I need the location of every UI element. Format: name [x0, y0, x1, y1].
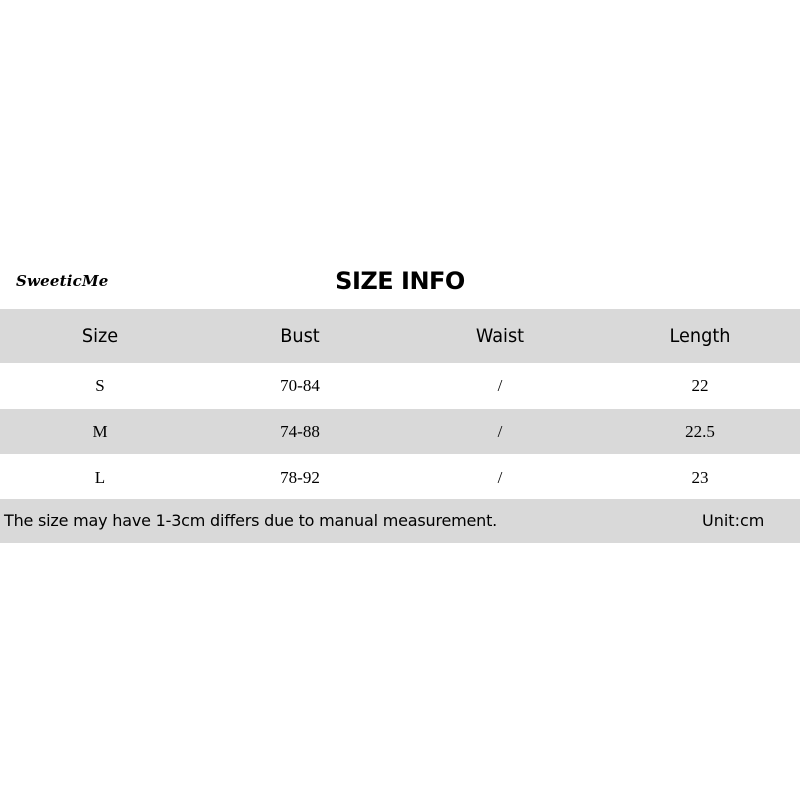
table-row: [0, 363, 800, 408]
cell-bust: 70-84: [280, 375, 320, 395]
cell-length: 22.5: [685, 421, 715, 441]
header-size: Size: [81, 325, 119, 347]
cell-bust: 74-88: [280, 421, 320, 441]
page-title: SIZE INFO: [335, 267, 465, 295]
size-table: [0, 309, 800, 500]
cell-bust: 78-92: [280, 467, 320, 487]
header-waist: Waist: [475, 325, 525, 347]
cell-size: S: [95, 375, 105, 395]
cell-length: 23: [691, 467, 709, 487]
unit-label: Unit:cm: [702, 511, 765, 530]
cell-size: L: [94, 467, 106, 487]
table-header-row: [0, 309, 800, 363]
cell-size: M: [92, 421, 108, 441]
measurement-note: The size may have 1-3cm differs due to manual measurement.: [4, 511, 498, 530]
cell-waist: /: [497, 421, 503, 441]
measurement-note-row: [0, 499, 800, 543]
header-bust: Bust: [280, 325, 320, 347]
cell-waist: /: [497, 467, 503, 487]
cell-waist: /: [497, 375, 503, 395]
table-row: [0, 409, 800, 454]
cell-length: 22: [691, 375, 709, 395]
header-length: Length: [669, 325, 731, 347]
brand-logo-text: SweeticMe: [16, 272, 109, 290]
table-row: [0, 455, 800, 500]
